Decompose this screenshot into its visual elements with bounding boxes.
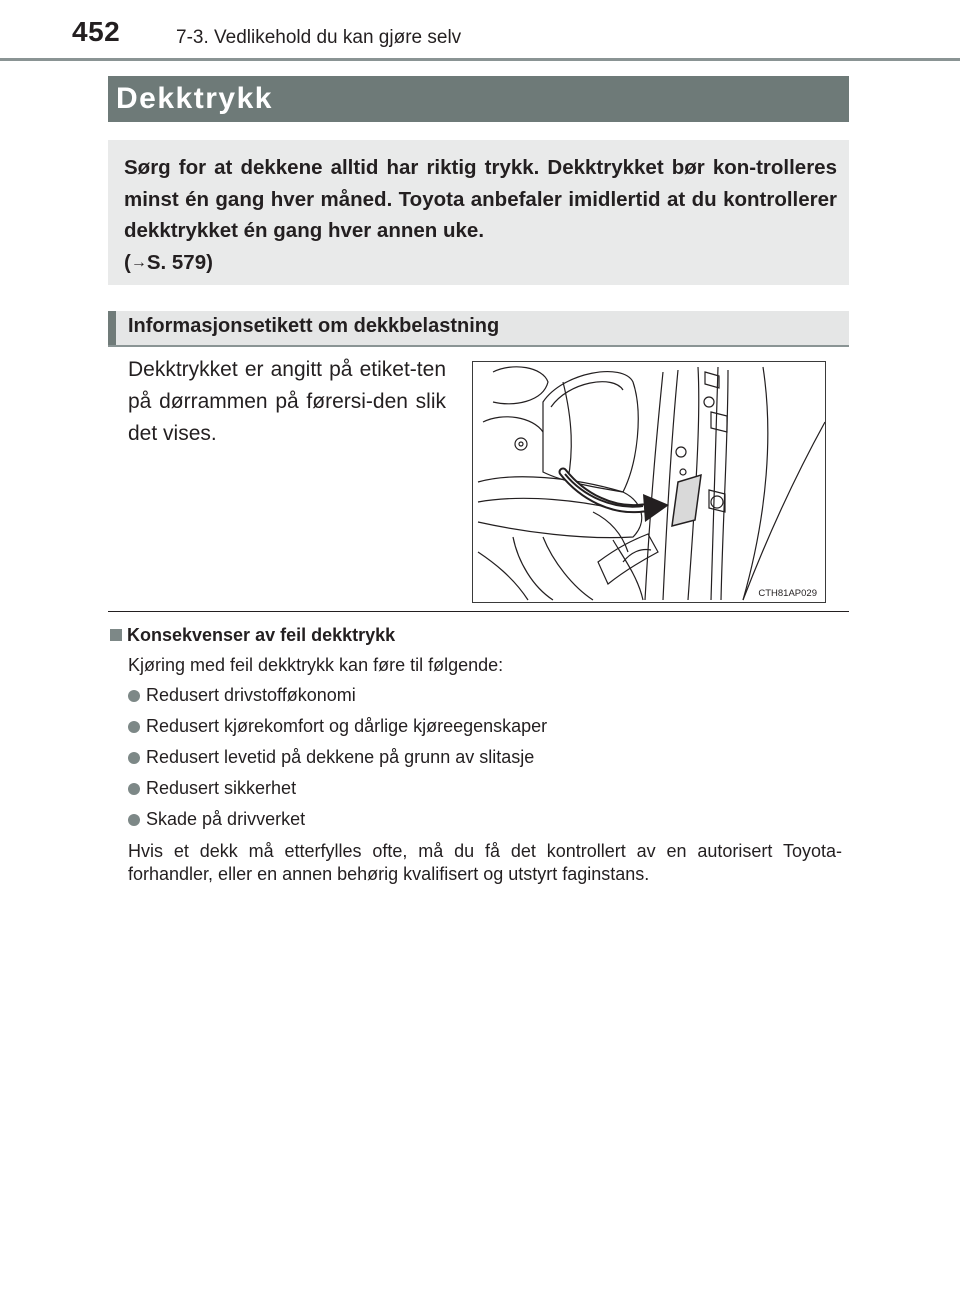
- figure-code: CTH81AP029: [758, 588, 817, 599]
- consequences-intro: Kjøring med feil dekktrykk kan føre til følgende:: [128, 655, 504, 675]
- right-arrow-icon: →: [130, 253, 147, 271]
- title-bar: [108, 76, 849, 122]
- header-rule: [0, 58, 960, 61]
- page-title: Dekktrykk: [116, 82, 273, 115]
- subsection-marker: [108, 311, 116, 345]
- subsection-title: Informasjonsetikett om dekkbelastning: [128, 315, 500, 337]
- list-item: [128, 715, 547, 746]
- list-item: [128, 746, 547, 777]
- list-item-text: Redusert drivstofføkonomi: [146, 685, 356, 705]
- intro-paragraph: Sørg for at dekkene alltid har riktig trykk. Dekktrykket bør kon-trolleres minst én gang hver måned. Toyota anbefaler imidlertid at du kontrollerer dekktrykket én gang hver annen uke.: [124, 156, 837, 242]
- consequences-heading-text: Konsekvenser av feil dekktrykk: [127, 625, 396, 645]
- reference-open: (: [124, 250, 131, 274]
- intro-text: [124, 152, 837, 280]
- consequences-heading: [110, 625, 395, 646]
- list-item-text: Redusert kjørekomfort og dårlige kjøreegenskaper: [146, 716, 548, 736]
- consequences-list: [128, 684, 547, 839]
- bullet-dot-icon: [128, 752, 140, 764]
- list-item: [128, 684, 547, 715]
- list-item-text: Skade på drivverket: [146, 809, 306, 829]
- closing-paragraph: Hvis et dekk må etterfylles ofte, må du få det kontrollert av en autorisert Toyota-forhandler, eller en annen behørig kvalifisert og utstyrt faginstans.: [128, 841, 842, 884]
- bullet-dot-icon: [128, 814, 140, 826]
- square-bullet-icon: [110, 629, 122, 641]
- label-description: Dekktrykket er angitt på etiket-ten på dørrammen på førersi-den slik det vises.: [128, 358, 446, 445]
- subsection-heading: [108, 311, 849, 347]
- section-divider: [108, 611, 849, 612]
- page-reference-link[interactable]: S. 579): [146, 250, 213, 274]
- page-number: 452: [72, 16, 121, 47]
- intro-box: [108, 140, 849, 285]
- door-frame-illustration: [472, 361, 826, 603]
- bullet-dot-icon: [128, 783, 140, 795]
- list-item-text: Redusert levetid på dekkene på grunn av slitasje: [146, 747, 535, 767]
- bullet-dot-icon: [128, 690, 140, 702]
- door-frame-drawing: [473, 362, 825, 602]
- list-item-text: Redusert sikkerhet: [146, 778, 297, 798]
- list-item: [128, 777, 547, 808]
- bullet-dot-icon: [128, 721, 140, 733]
- list-item: [128, 808, 547, 839]
- section-header: 7-3. Vedlikehold du kan gjøre selv: [176, 27, 462, 48]
